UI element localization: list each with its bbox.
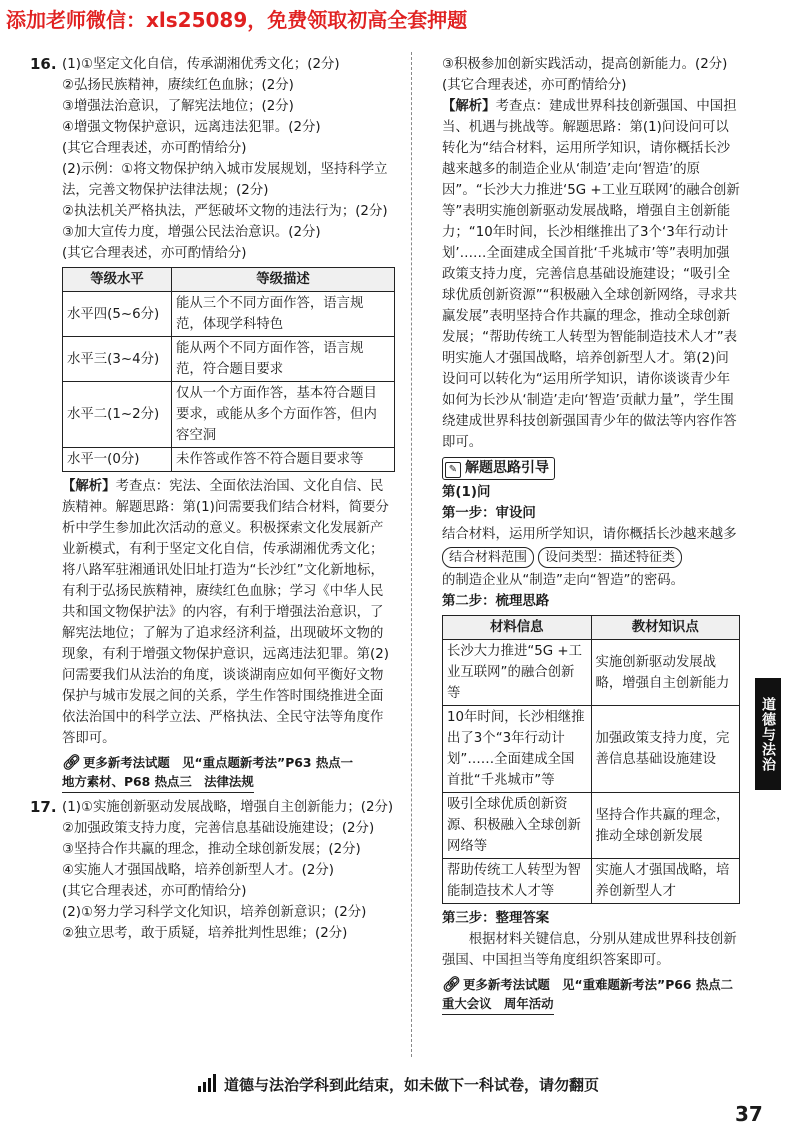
table-row (63, 448, 395, 472)
answer-line: ②执法机关严格执法，严惩破坏文物的违法行为；(2分) (62, 204, 388, 219)
table-header-row (443, 616, 740, 640)
end-notice (198, 1074, 599, 1096)
table-cell: 未作答或作答不符合题目要求等 (172, 448, 395, 472)
left-column (30, 54, 395, 944)
answer-line: ②弘扬民族精神，赓续红色血脉；(2分) (62, 78, 294, 93)
answer-line: ②独立思考，敢于质疑，培养批判性思维；(2分) (62, 926, 348, 941)
question-number: 16. (30, 55, 57, 73)
answer-line: (1)①实施创新驱动发展战略，增强自主创新能力；(2分) (62, 800, 394, 815)
table-row (63, 337, 395, 382)
table-header: 等级水平 (63, 268, 172, 292)
step-heading: 第二步：梳理思路 (442, 594, 550, 609)
answer-line: (其它合理表述，亦可酌情给分) (442, 78, 627, 93)
answer-line: ③加大宣传力度，增强公民法治意识。(2分) (62, 225, 321, 240)
answer-line: ③坚持合作共赢的理念，推动全球创新发展；(2分) (62, 842, 361, 857)
answer-line: ③积极参加创新实践活动，提高创新能力。(2分) (442, 57, 728, 72)
table-cell: 帮助传统工人转型为智能制造技术人才等 (443, 859, 592, 904)
table-row (443, 859, 740, 904)
bars-icon (198, 1074, 218, 1096)
more-sub: 地方素材、P68 热点三 法律法规 (62, 772, 254, 793)
analysis-label: 【解析】 (62, 479, 116, 494)
table-header: 等级描述 (172, 268, 395, 292)
table-cell: 水平三(3~4分) (63, 337, 172, 382)
table-cell: 实施创新驱动发展战略，增强自主创新能力 (591, 640, 740, 706)
more-title: 更多新考法试题 (83, 755, 170, 770)
answer-line: (1)①坚定文化自信，传承湖湘优秀文化；(2分) (62, 57, 340, 72)
analysis-paragraph (442, 96, 740, 453)
material-knowledge-table (442, 615, 740, 904)
column-divider (411, 52, 412, 1057)
solution-guide-header (442, 457, 555, 480)
table-cell: 水平二(1~2分) (63, 382, 172, 448)
more-questions-note (442, 975, 740, 1015)
table-cell: 10年时间，长沙相继推出了3个“3年行动计划”……全面建成全国首批“千兆城市”等 (443, 706, 592, 793)
table-cell: 仅从一个方面作答，基本符合题目要求，或能从多个方面作答，但内容空洞 (172, 382, 395, 448)
analysis-text: 考查点：建成世界科技创新强国、中国担当、机遇与挑战等。解题思路：第(1)问设问可以转化为“结合材料，运用所学知识，请你概括长沙越来越多的制造企业从‘制造’走向‘智造’的原因”。“长沙大力推进‘5G +工业互联网’的融合创新等”表明实施创新驱动发展战略，增强自主创新能力；“10年时间，长沙相继推出了3个‘3年行动计划’……全面建成全国首批‘千兆城市’等”表明加强政策支持力度，完善信息基础设施建设；“吸引全球优质创新资源”“积极融入全球创新网络，寻求共赢发展”表明坚持合作共赢的理念，推动全球创新发展；“帮助传统工人转型为智能制造技术人才”表明实施人才强国战略，培养创新型人才。第(2)问设问可以转化为“运用所学知识，请你谈谈青少年如何为长沙从‘制造’走向‘智造’贡献力量”，学生围绕建成世界科技创新强国青少年的做法等内容作答即可。 (442, 99, 740, 450)
answer-line: (2)示例：①将文物保护纳入城市发展规划，坚持科学立法，完善文物保护法律法规；(2分) (62, 162, 388, 198)
more-title: 更多新考法试题 (463, 977, 550, 992)
answer-line: ②加强政策支持力度，完善信息基础设施建设；(2分) (62, 821, 375, 836)
right-column (442, 54, 740, 1015)
question-number: 17. (30, 798, 57, 816)
table-cell: 水平一(0分) (63, 448, 172, 472)
answer-line: (其它合理表述，亦可酌情给分) (62, 141, 247, 156)
question-tags (442, 547, 740, 568)
question-17 (30, 797, 395, 944)
table-cell: 坚持合作共赢的理念，推动全球创新发展 (591, 793, 740, 859)
page-number: 37 (735, 1102, 763, 1126)
table-header: 教材知识点 (591, 616, 740, 640)
tag-material-scope: 结合材料范围 (442, 547, 534, 568)
analysis-paragraph (62, 476, 395, 749)
more-text: 见“重难题新考法”P66 热点二 (562, 977, 734, 992)
edit-icon: ✎ (445, 462, 461, 478)
answer-line: (其它合理表述，亦可酌情给分) (62, 246, 247, 261)
table-cell: 水平四(5~6分) (63, 292, 172, 337)
part-label: 第(1)问 (442, 485, 491, 500)
link-icon: 🔗︎ (442, 975, 462, 993)
more-questions-note (62, 753, 395, 793)
table-cell: 加强政策支持力度，完善信息基础设施建设 (591, 706, 740, 793)
answer-line: ④实施人才强国战略，培养创新型人才。(2分) (62, 863, 335, 878)
tag-question-type: 设问类型：描述特征类 (538, 547, 682, 568)
promo-banner: 添加老师微信：xls25089，免费领取初高全套押题 (6, 8, 468, 32)
analysis-label: 【解析】 (442, 99, 496, 114)
table-row (443, 640, 740, 706)
table-cell: 吸引全球优质创新资源、积极融入全球创新网络等 (443, 793, 592, 859)
more-sub: 重大会议 周年活动 (442, 994, 554, 1015)
table-row (63, 382, 395, 448)
step-heading: 第一步：审设问 (442, 506, 536, 521)
table-header-row (63, 268, 395, 292)
answer-line: (2)①努力学习科学文化知识，培养创新意识；(2分) (62, 905, 367, 920)
table-row (63, 292, 395, 337)
guide-label: 解题思路引导 (465, 460, 549, 476)
answer-line: ④增强文物保护意识，远离违法犯罪。(2分) (62, 120, 321, 135)
table-cell: 长沙大力推进“5G +工业互联网”的融合创新等 (443, 640, 592, 706)
link-icon: 🔗︎ (62, 753, 82, 771)
answer-line: ③增强法治意识，了解宪法地位；(2分) (62, 99, 294, 114)
table-cell: 实施人才强国战略，培养创新型人才 (591, 859, 740, 904)
table-row (443, 793, 740, 859)
step-text: 的制造企业从“制造”走向“智造”的密码。 (442, 573, 684, 588)
more-text: 见“重点题新考法”P63 热点一 (182, 755, 354, 770)
step-heading: 第三步：整理答案 (442, 911, 550, 926)
step-text: 根据材料关键信息，分别从建成世界科技创新强国、中国担当等角度组织答案即可。 (442, 932, 737, 968)
end-notice-text: 道德与法治学科到此结束，如未做下一科试卷，请勿翻页 (224, 1076, 600, 1094)
table-cell: 能从三个不同方面作答，语言规范，体现学科特色 (172, 292, 395, 337)
table-cell: 能从两个不同方面作答，语言规范，符合题目要求 (172, 337, 395, 382)
step-text: 结合材料，运用所学知识，请你概括长沙越来越多 (442, 527, 737, 542)
subject-side-tab: 道德与法治 (755, 678, 781, 790)
table-header: 材料信息 (443, 616, 592, 640)
analysis-text: 考查点：宪法、全面依法治国、文化自信、民族精神。解题思路：第(1)问需要我们结合材料，简要分析中学生参加此次活动的意义。积极探索文化发展新产业新模式，有利于坚定文化自信，传承湖湘优秀文化；将八路军驻湘通讯处旧址打造为“长沙红”文化新地标，有利于弘扬民族精神，赓续红色血脉；学习《中华人民共和国文物保护法》的内容，有利于增强法治意识，了解宪法地位；了解为了追求经济利益，出现破坏文物的现象，有利于增强文物保护意识，远离违法犯罪。第(2)问需要我们从法治的角度，谈谈湖南应如何平衡好文物保护与城市发展之间的关系，学生作答时围绕推进全面依法治国中的科学立法、严格执法、全民守法等角度作答即可。 (62, 479, 389, 746)
question-16 (30, 54, 395, 793)
answer-line: (其它合理表述，亦可酌情给分) (62, 884, 247, 899)
table-row (443, 706, 740, 793)
grading-table (62, 267, 395, 472)
